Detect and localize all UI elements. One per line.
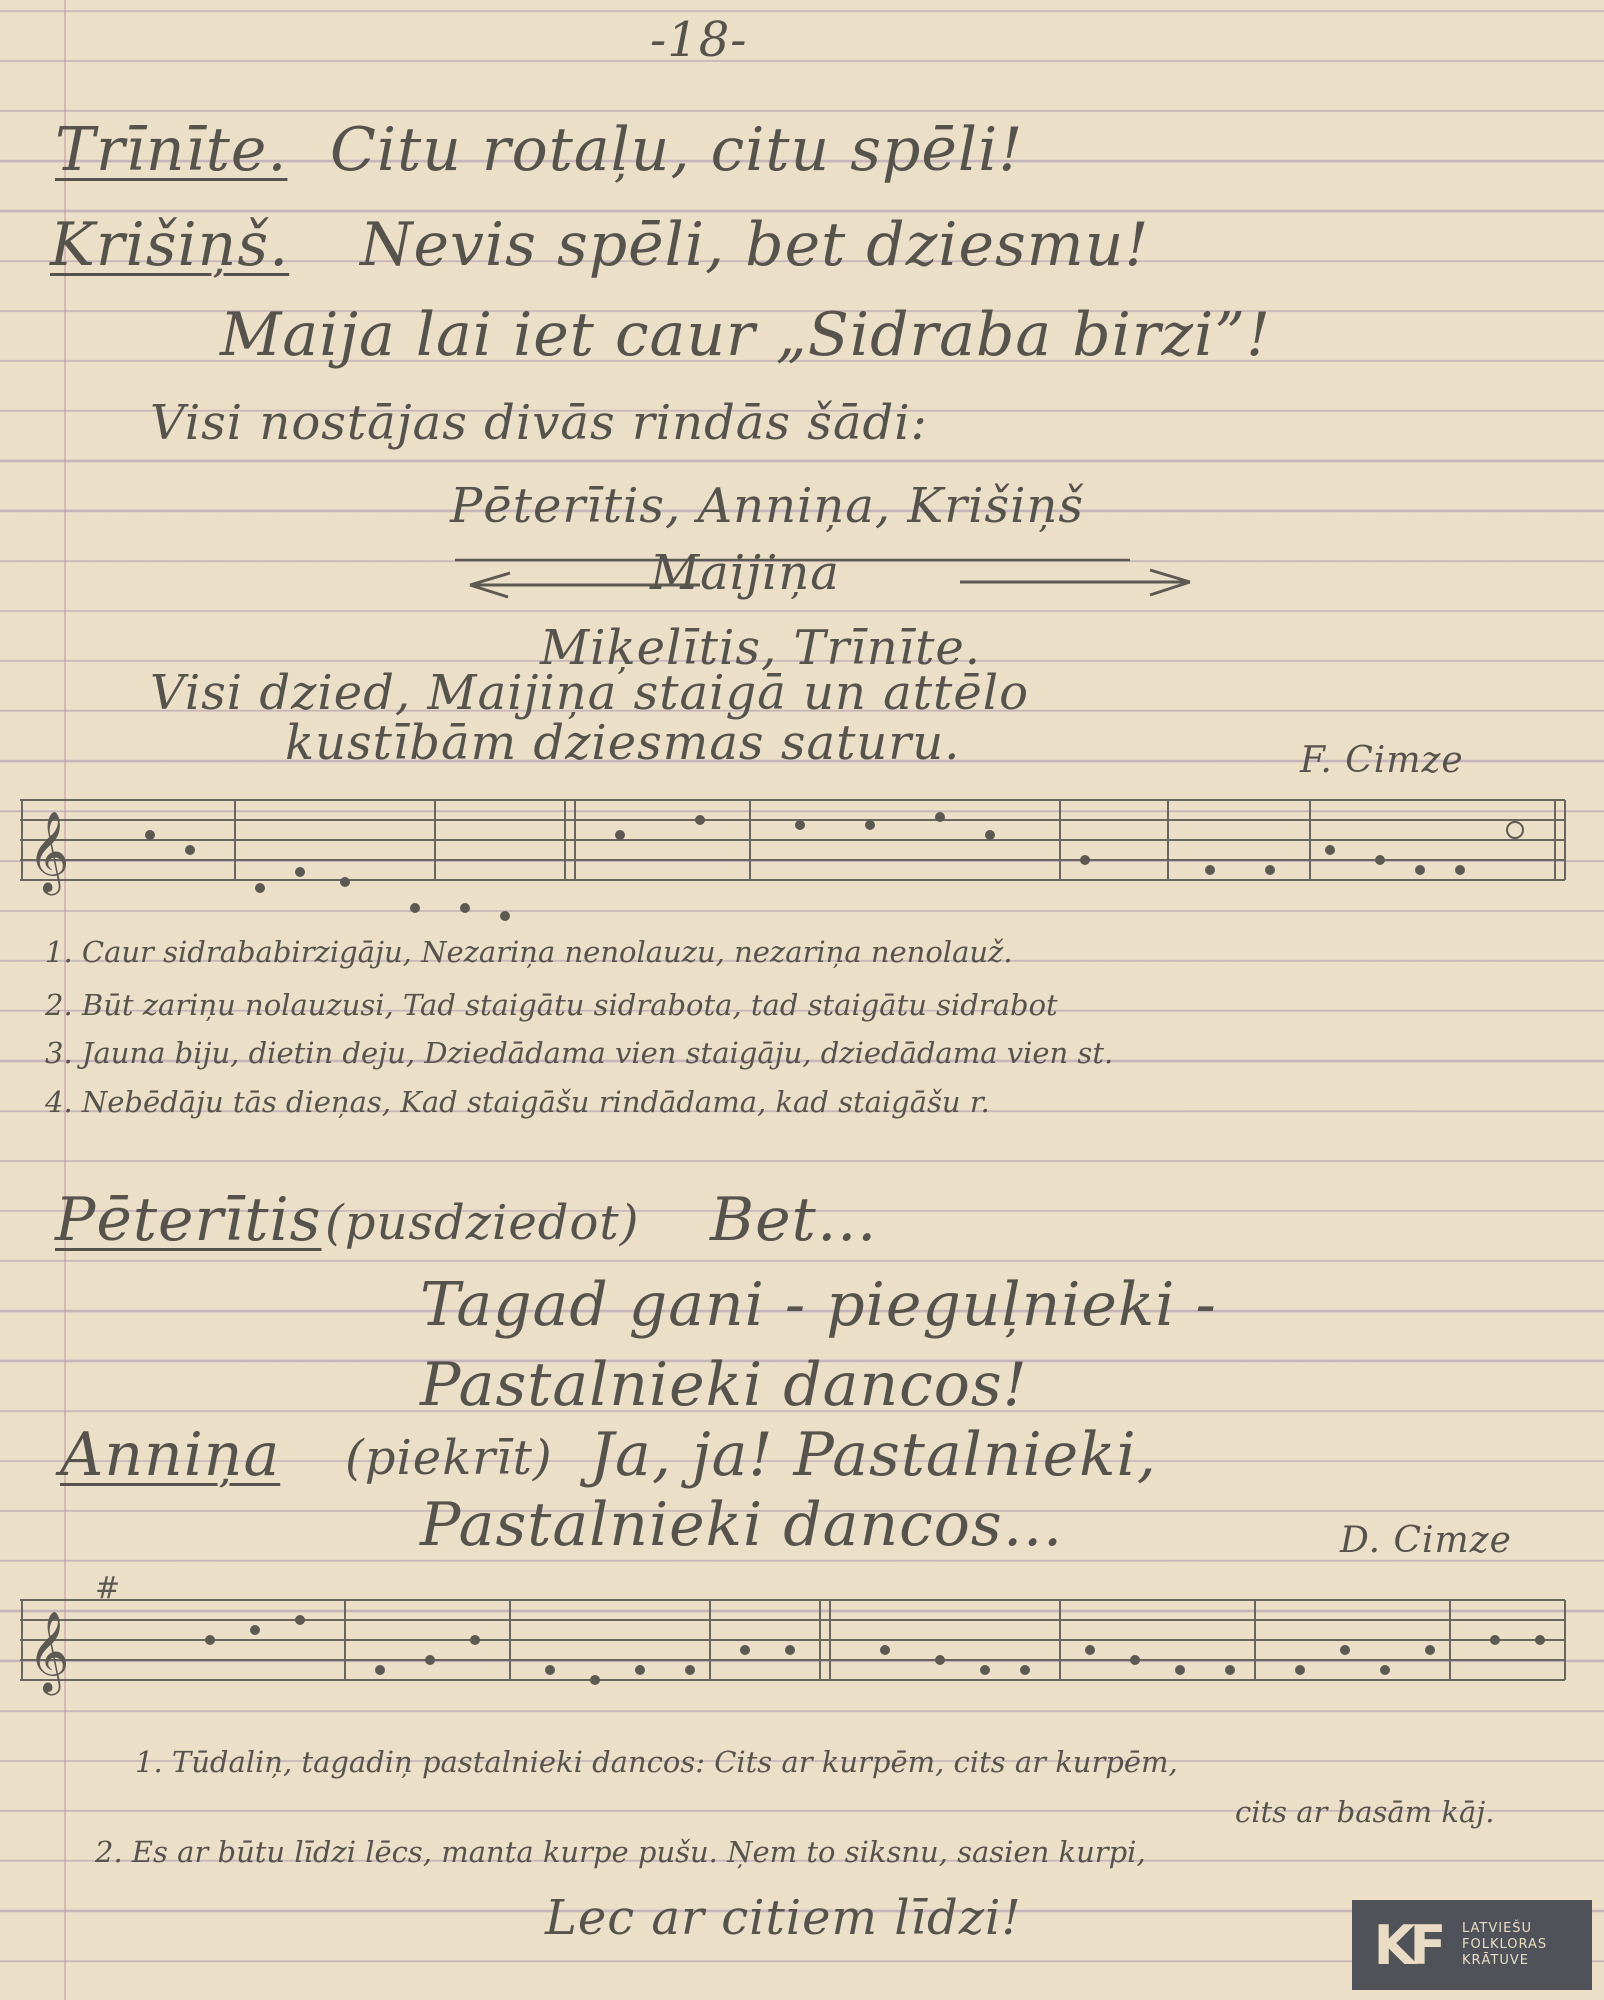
page-number: -18- — [650, 12, 748, 68]
verse-1-line-3: 3. Jauna biju, dietin deju, Dziedādama vien staigāju, dziedādama vien st. — [45, 1036, 1114, 1070]
logo-line-3: KRĀTUVE — [1462, 1953, 1530, 1968]
verse-1-line-4: 4. Nebēdāju tās dieņas, Kad staigāšu rindādama, kad staigāšu r. — [45, 1085, 990, 1119]
music-staff-1 — [0, 790, 1604, 930]
logo-line-2: FOLKLORAS — [1462, 1937, 1548, 1952]
line-6-text: kustībām dziesmas saturu. — [285, 715, 961, 771]
stage-direction-peteritis: (pusdziedot) — [325, 1195, 640, 1251]
composer-1: F. Cimze — [1300, 740, 1464, 781]
speaker-annina: Anniņa — [60, 1420, 281, 1490]
svg-text:𝄞: 𝄞 — [28, 1610, 70, 1692]
logo-text — [1462, 1921, 1547, 1969]
verse-2-line-2a: 2. Es ar būtu līdzi lēcs, manta kurpe pušu. Ņem to siksnu, sasien kurpi, — [95, 1835, 1146, 1869]
peteritis-line-2: Tagad gani - pieguļnieki - — [420, 1270, 1217, 1340]
music-staff-2 — [0, 1570, 1604, 1720]
verse-2-line-1a: 1. Tūdaliņ, tagadiņ pastalnieki dancos: Cits ar kurpēm, cits ar kurpēm, — [135, 1745, 1178, 1779]
svg-text:𝄞: 𝄞 — [28, 810, 70, 892]
composer-2: D. Cimze — [1340, 1520, 1512, 1561]
speaker-krisins: Krišiņš. — [50, 210, 290, 280]
logo-line-1: LATVIEŠU — [1462, 1921, 1533, 1936]
line-3-text: Maija lai iet caur „Sidraba birzi”! — [220, 300, 1272, 370]
archive-logo — [1352, 1900, 1592, 1990]
verse-1-line-2: 2. Būt zariņu nolauzusi, Tad staigātu sidrabota, tad staigātu sidrabot — [45, 988, 1058, 1022]
stage-direction-annina: (piekrīt) — [345, 1430, 553, 1486]
svg-text:#: # — [95, 1571, 121, 1606]
peteritis-line-1: Bet… — [710, 1185, 878, 1255]
annina-line-2: Pastalnieki dancos… — [420, 1490, 1064, 1560]
annina-line-1: Ja, ja! Pastalnieki, — [590, 1420, 1157, 1490]
logo-mark-icon: KF — [1373, 1913, 1441, 1977]
formation-row-2: Miķelītis, Trīnīte. — [540, 620, 982, 676]
verse-1-line-1: 1. Caur sidrababirzigāju, Nezariņa nenolauzu, nezariņa nenolauž. — [45, 935, 1013, 969]
line-5-text: Visi dzied, Maijiņa staigā un attēlo — [150, 665, 1029, 721]
formation-middle: Maijiņa — [650, 545, 840, 601]
verse-2-line-2b: Lec ar citiem līdzi! — [545, 1890, 1022, 1946]
line-4-text: Visi nostājas divās rindās šādi: — [150, 395, 928, 451]
verse-2-line-1b: cits ar basām kāj. — [1235, 1795, 1495, 1829]
formation-row-1: Pēterītis, Anniņa, Krišiņš — [450, 478, 1085, 534]
speaker-peteritis: Pēterītis — [55, 1185, 322, 1255]
speaker-trinite: Trīnīte. — [55, 115, 288, 185]
line-2-text: Nevis spēli, bet dziesmu! — [360, 210, 1150, 280]
peteritis-line-3: Pastalnieki dancos! — [420, 1350, 1028, 1420]
line-1-text: Citu rotaļu, citu spēli! — [330, 115, 1024, 185]
